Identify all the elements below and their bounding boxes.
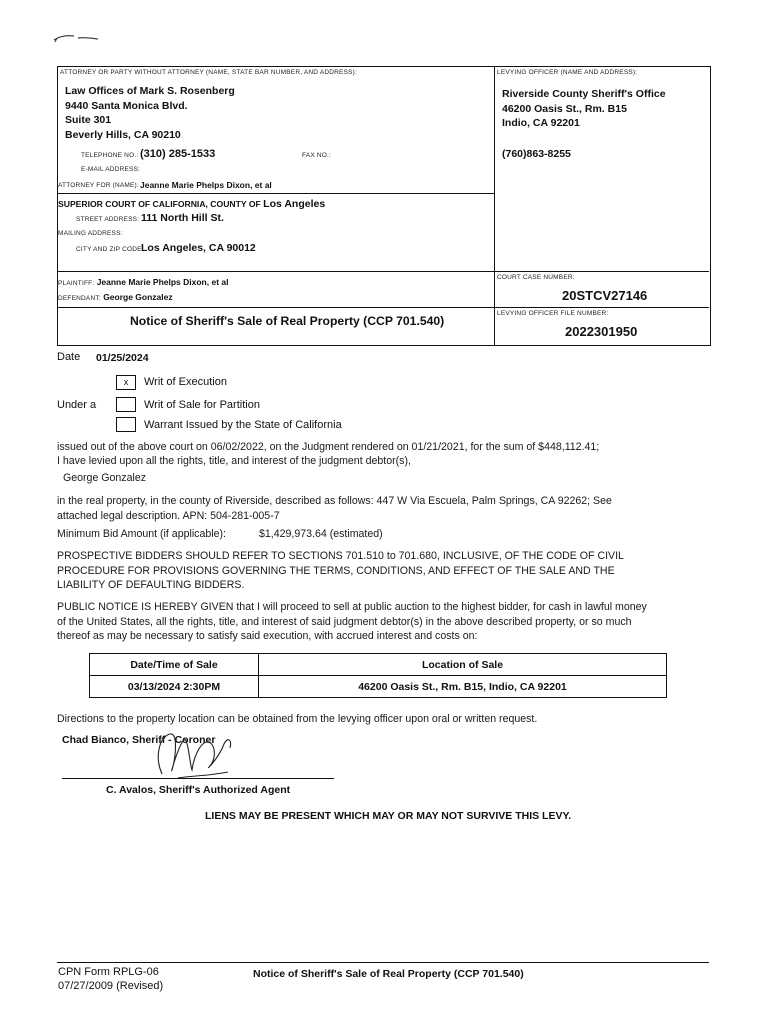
sale-datetime: 03/13/2024 2:30PM [90,676,259,698]
levying-officer-label: LEVYING OFFICER (NAME AND ADDRESS): [497,69,638,76]
liens-notice: LIENS MAY BE PRESENT WHICH MAY OR MAY NOT SURVIVE THIS LEVY. [205,810,572,822]
directions-paragraph: Directions to the property location can be obtained from the levying officer upon oral or written request. [57,713,538,725]
sale-table-header-date: Date/Time of Sale [90,654,259,676]
court-line [58,198,325,210]
debtor-name: George Gonzalez [63,472,147,484]
bidders-paragraph: PROSPECTIVE BIDDERS SHOULD REFER TO SECTIONS 701.510 to 701.680, INCLUSIVE, OF THE CODE OF CIVIL PROCEDURE FOR PROVISIONS GOVERNING THE TERMS, CONDITIONS, AND EFFECT OF THE SALE AND THE LIABILITY OF DEFAULTING BIDDERS. [57,550,624,591]
defendant-line [58,292,173,302]
court-county: Los Angeles [263,198,326,210]
issued-paragraph: issued out of the above court on 06/02/2022, on the Judgment rendered on 01/21/2021, for the sum of $448,112.41; [57,441,600,453]
attorney-for-value: Jeanne Marie Phelps Dixon, et al [140,180,272,190]
property-paragraph: in the real property, in the county of Riverside, described as follows: 447 W Via Escuela, Palm Springs, CA 92262; See attached legal description. APN: 504-281-005-7 [57,495,612,522]
sale-table-header-location: Location of Sale [259,654,667,676]
attorney-line-1: Law Offices of Mark S. Rosenberg [65,85,235,97]
levying-officer-line-2: 46200 Oasis St., Rm. B15 [502,103,627,115]
warrant-label: Warrant Issued by the State of California [144,419,342,431]
levied-paragraph: I have levied upon all the rights, title, and interest of the judgment debtor(s), [57,455,411,467]
authorized-agent: C. Avalos, Sheriff's Authorized Agent [106,784,291,796]
levying-officer-line-3: Indio, CA 92201 [502,117,580,129]
telephone-value: (310) 285-1533 [140,148,216,160]
sale-table-row [90,676,667,698]
attorney-line-4: Beverly Hills, CA 90210 [65,129,181,141]
scribble-mark [52,30,102,44]
plaintiff-line [58,277,228,287]
footer-form-id: CPN Form RPLG-06 [58,966,159,978]
city-value: Los Angeles, CA 90012 [141,242,256,254]
levying-officer-line-1: Riverside County Sheriff's Office [502,88,666,100]
court-label: SUPERIOR COURT OF CALIFORNIA, COUNTY OF [58,199,261,209]
writ-partition-label: Writ of Sale for Partition [144,399,260,411]
street-value: 111 North Hill St. [141,212,224,224]
footer-title: Notice of Sheriff's Sale of Real Property (CCP 701.540) [253,968,524,980]
file-number-label: LEVYING OFFICER FILE NUMBER: [497,310,609,317]
sale-table [89,653,667,698]
min-bid-label: Minimum Bid Amount (if applicable): [57,528,226,540]
sale-table-header-row [90,654,667,676]
handwritten-signature [148,726,238,782]
public-notice-paragraph: PUBLIC NOTICE IS HEREBY GIVEN that I will proceed to sell at public auction to the highest bidder, for cash in lawful money of the United States, all the rights, title, and interest of said judgment debtor(s) in the above described property, or so much thereof as may be necessary to satisfy said execution, with accrued interest and costs on: [57,601,647,642]
attorney-line-2: 9440 Santa Monica Blvd. [65,100,188,112]
min-bid-value: $1,429,973.64 (estimated) [259,528,383,540]
defendant-label: DEFENDANT: [58,295,101,302]
plaintiff-value: Jeanne Marie Phelps Dixon, et al [96,277,229,287]
plaintiff-label: PLAINTIFF: [58,280,95,287]
telephone-label: TELEPHONE NO.: [81,152,139,159]
footer-rule [57,962,709,963]
fax-label: FAX NO.: [302,152,332,159]
sale-location: 46200 Oasis St., Rm. B15, Indio, CA 92201 [259,676,667,698]
attorney-for-label: ATTORNEY FOR (NAME): [58,182,139,189]
attorney-line-3: Suite 301 [65,114,112,126]
case-number-label: COURT CASE NUMBER: [497,274,575,281]
writ-execution-label: Writ of Execution [144,376,227,388]
under-a-label: Under a [57,399,97,411]
file-number-value: 2022301950 [565,324,638,339]
city-label: CITY AND ZIP CODE: [76,246,144,253]
mailing-label: MAILING ADDRESS: [58,230,123,237]
email-label: E-MAIL ADDRESS: [81,166,141,173]
writ-partition-checkbox[interactable] [116,397,136,412]
writ-execution-checkbox[interactable]: x [116,375,136,390]
date-value: 01/25/2024 [96,352,149,364]
case-number-value: 20STCV27146 [562,288,648,303]
attorney-label: ATTORNEY OR PARTY WITHOUT ATTORNEY (NAME, STATE BAR NUMBER, AND ADDRESS): [60,69,358,76]
date-label: Date [57,351,81,363]
defendant-value: George Gonzalez [103,292,173,302]
signature-line [62,778,334,779]
levying-officer-phone: (760)863-8255 [502,148,571,160]
footer-revised: 07/27/2009 (Revised) [58,980,164,992]
sheriff-name: Chad Bianco, Sheriff - Coroner [62,734,216,746]
street-label: STREET ADDRESS: [76,216,140,223]
form-title: Notice of Sheriff's Sale of Real Property (CCP 701.540) [130,314,445,328]
warrant-checkbox[interactable] [116,417,136,432]
